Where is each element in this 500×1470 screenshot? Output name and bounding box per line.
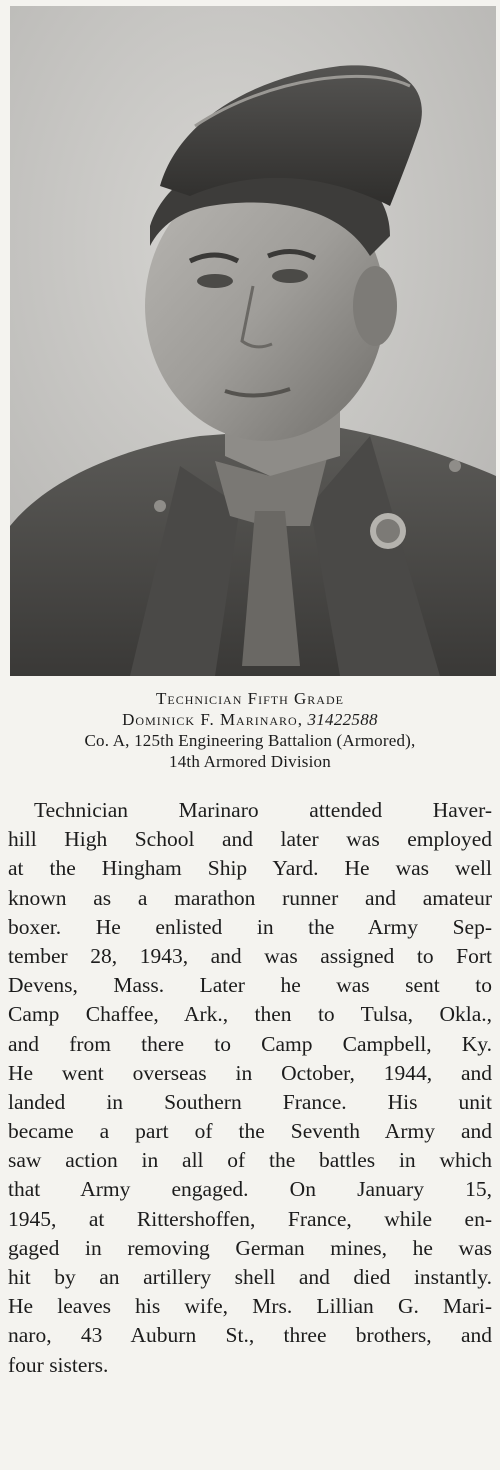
biography-line: He leaves his wife, Mrs. Lillian G. Mari- [8, 1294, 492, 1319]
rank-title: Technician Fifth Grade [156, 689, 344, 708]
biography-line: known as a marathon runner and amateur [8, 885, 492, 910]
biography-line: He went overseas in October, 1944, and [8, 1060, 492, 1085]
soldier-name-line [0, 709, 500, 730]
portrait-caption [0, 688, 500, 772]
biography-line: 1945, at Rittershoffen, France, while en- [8, 1206, 492, 1231]
biography-line: gaged in removing German mines, he was [8, 1235, 492, 1260]
biography-line: landed in Southern France. His unit [8, 1089, 492, 1114]
biography-line: four sisters. [8, 1352, 109, 1377]
biography-line: and from there to Camp Campbell, Ky. [8, 1031, 492, 1056]
division-line: 14th Armored Division [169, 752, 331, 771]
biography-line: hill High School and later was employed [8, 827, 492, 852]
serial-number: 31422588 [307, 710, 378, 729]
biography-line: boxer. He enlisted in the Army Sep- [8, 914, 492, 939]
soldier-portrait-illustration [10, 6, 496, 676]
biography-line: Camp Chaffee, Ark., then to Tulsa, Okla., [8, 1002, 492, 1027]
portrait-photo [10, 6, 496, 676]
biography-line: Devens, Mass. Later he was sent to [8, 973, 492, 998]
biography-line: hit by an artillery shell and died instantly. [8, 1265, 492, 1289]
biography-line: naro, 43 Auburn St., three brothers, and [8, 1323, 492, 1348]
soldier-name: Dominick F. Marinaro, [122, 710, 303, 729]
biography-line: tember 28, 1943, and was assigned to Fort [8, 943, 492, 968]
biography-line: Technician Marinaro attended Haver- [34, 798, 492, 822]
biography-line: became a part of the Seventh Army and [8, 1119, 492, 1144]
biography-line: saw action in all of the battles in which [8, 1148, 492, 1173]
biography-line: that Army engaged. On January 15, [8, 1177, 492, 1202]
biography-line: at the Hingham Ship Yard. He was well [8, 856, 492, 881]
unit-line: Co. A, 125th Engineering Battalion (Armored), [84, 731, 416, 750]
biography-text [8, 796, 492, 1380]
